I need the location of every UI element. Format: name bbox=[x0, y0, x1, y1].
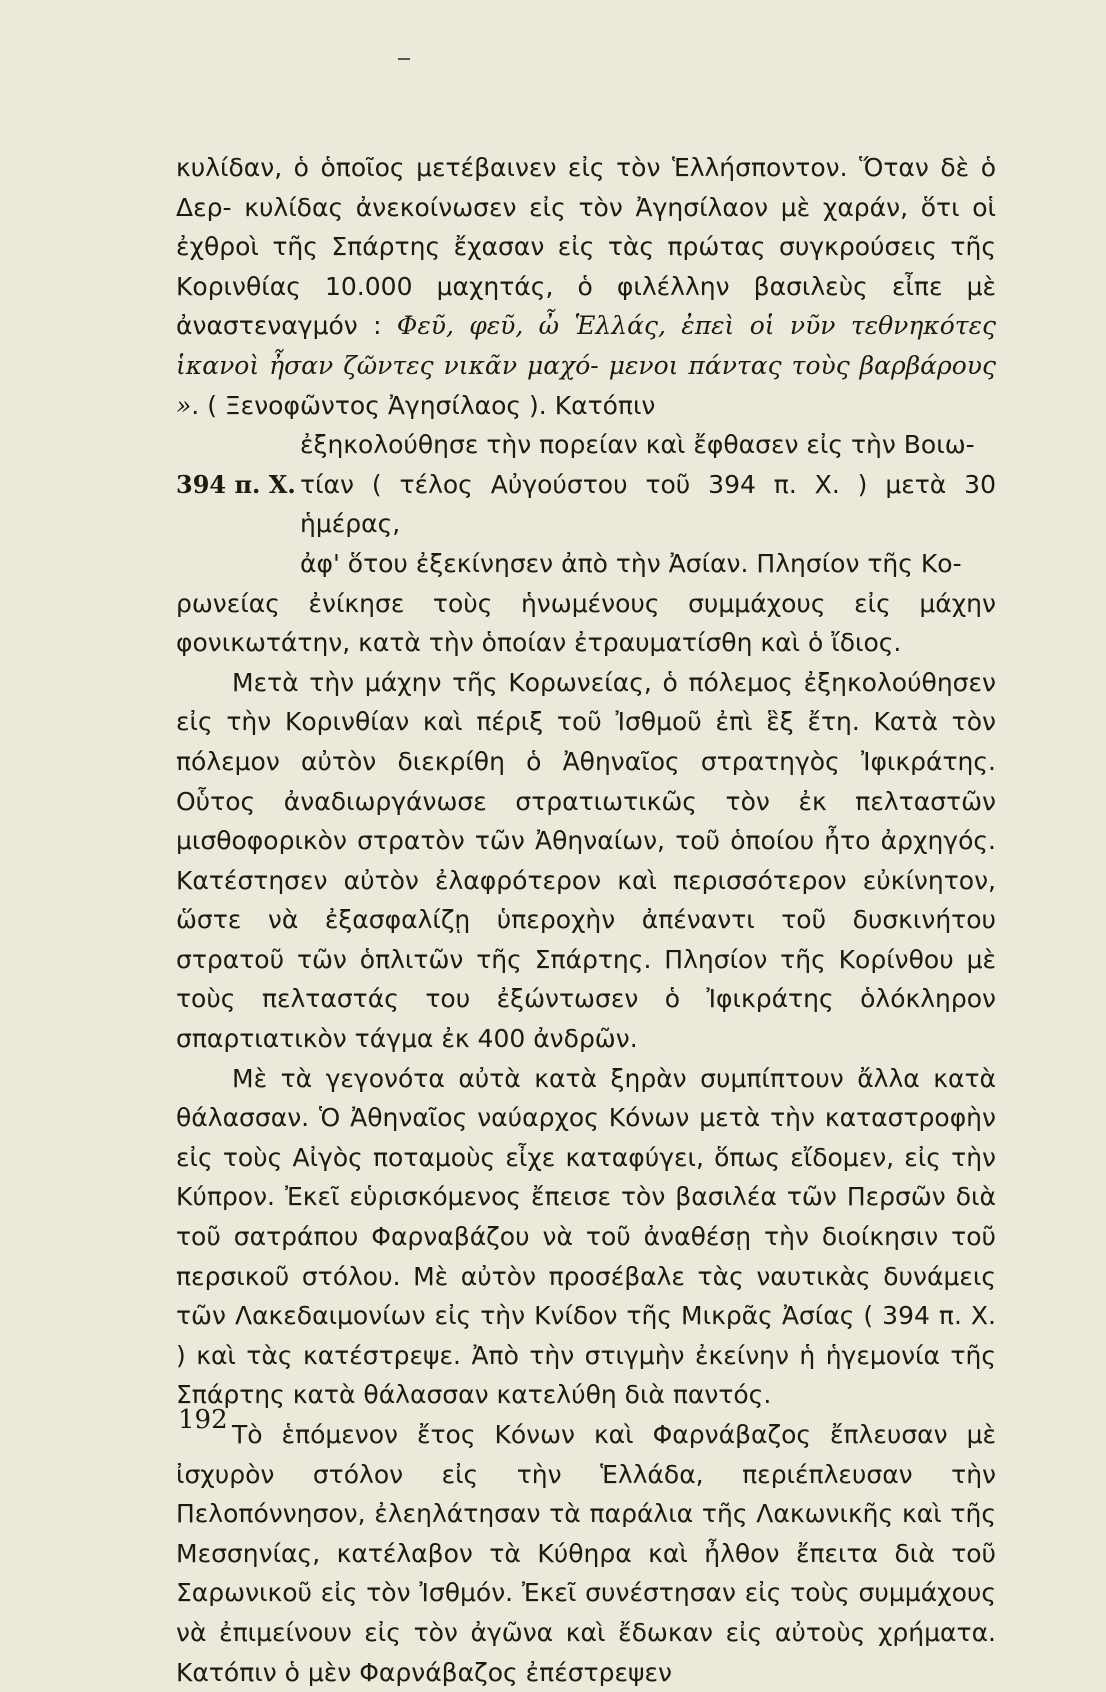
quote-middle: φεῦ, ὦ Ἑλλάς, ἐπεὶ οἱ νῦν τεθνηκότες ἱκανοὶ ἦσαν ζῶντες νικᾶν μαχό- bbox=[176, 311, 996, 380]
indented-line bbox=[176, 425, 996, 465]
p1-line-6: τίαν ( τέλος Αὐγούστου τοῦ 394 π. Χ. ) μετὰ 30 ἡμέρας, bbox=[300, 469, 996, 539]
p1-line-1: κυλίδαν, ὁ ὁποῖος μετέβαινεν εἰς τὸν Ἑλλήσποντον. Ὅταν δὲ ὁ Δερ- bbox=[176, 153, 996, 222]
p1-line-4: 10.000 μαχητάς, ὁ φιλέλλην βασιλεὺς εἶπε μὲ ἀναστεναγμόν : bbox=[176, 271, 996, 341]
quote-source: . ( Ξενοφῶντος Ἀγησίλαος ). Κατόπιν bbox=[191, 390, 656, 420]
top-mark bbox=[398, 58, 410, 60]
paragraph-1 bbox=[176, 148, 996, 425]
paragraph-4: Τὸ ἑπόμενον ἔτος Κόνων καὶ Φαρνάβαζος ἔπλευσαν μὲ ἰσχυρὸν στόλον εἰς τὴν Ἑλλάδα, περιέπλευσαν τὴν Πελοπόννησον, ἐλεηλάτησαν τὰ παράλια τῆς Λακωνικῆς καὶ τῆς Μεσσηνίας, κατέλαβον τὰ Κύθηρα καὶ ἦλθον ἔπειτα διὰ τοῦ Σαρωνικοῦ εἰς τὸν Ἰσθμόν. Ἐκεῖ συνέστησαν εἰς τοὺς συμμάχους νὰ ἐπιμείνουν εἰς τὸν ἀγῶνα καὶ ἔδωκαν εἰς αὐτοὺς χρήματα. Κατόπιν ὁ μὲν Φαρνάβαζος ἐπέστρεψεν bbox=[176, 1420, 996, 1687]
margin-date-note: 394 π. Χ. bbox=[176, 469, 296, 499]
p1-line-2: κυλίδας ἀνεκοίνωσεν εἰς τὸν Ἀγησίλαον μὲ χαράν, ὅτι οἱ ἐχθροὶ bbox=[176, 192, 997, 262]
quote-start: Φεῦ, bbox=[396, 311, 454, 341]
margin-row bbox=[176, 465, 996, 544]
body-text bbox=[176, 148, 996, 1692]
quote-end: μενοι πάντας τοὺς βαρβάρους » bbox=[176, 350, 996, 420]
paragraph-1-end bbox=[176, 584, 996, 663]
margin-body bbox=[300, 465, 996, 544]
p1-line-8: ρωνείας ἐνίκησε τοὺς ἡνωμένους συμμάχους εἰς μάχην φονικωτάτην, bbox=[176, 588, 996, 658]
p1-line-5: ἐξηκολούθησε τὴν πορείαν καὶ ἔφθασεν εἰς τὴν Βοιω- bbox=[300, 430, 975, 460]
paragraph-3: Μὲ τὰ γεγονότα αὐτὰ κατὰ ξηρὰν συμπίπτουν ἄλλα κατὰ θάλασσαν. Ὁ Ἀθηναῖος ναύαρχος Κόνων μετὰ τὴν καταστροφὴν εἰς τοὺς Αἰγὸς ποταμοὺς εἶχε καταφύγει, ὅπως εἴδομεν, εἰς τὴν Κύπρον. Ἐκεῖ εὑρισκόμενος ἔπεισε τὸν βασιλέα τῶν Περσῶν διὰ τοῦ σατράπου Φαρναβάζου νὰ τοῦ ἀναθέσῃ τὴν διοίκησιν τοῦ περσικοῦ στόλου. Μὲ αὐτὸν προσέβαλε τὰς ναυτικὰς δυνάμεις τῶν Λακεδαιμονίων εἰς τὴν Κνίδον τῆς Μικρᾶς Ἀσίας ( 394 π. Χ. ) καὶ τὰς κατέστρεψε. Ἀπὸ τὴν στιγμὴν ἐκείνην ἡ ἡγεμονία τῆς Σπάρτης κατὰ θάλασσαν κατελύθη διὰ παντός. bbox=[176, 1063, 996, 1410]
p1-line-9: κατὰ τὴν ὁποίαν ἐτραυματίσθη καὶ ὁ ἴδιος. bbox=[358, 628, 902, 658]
indented-line-2 bbox=[176, 544, 996, 584]
p1-line-7: ἀφ' ὅτου ἐξεκίνησεν ἀπὸ τὴν Ἀσίαν. Πλησίον τῆς Κο- bbox=[300, 548, 962, 578]
p1-line-3: τῆς Σπάρτης ἔχασαν εἰς τὰς πρώτας συγκρούσεις τῆς Κορινθίας bbox=[176, 232, 996, 301]
paragraph-2: Μετὰ τὴν μάχην τῆς Κορωνείας, ὁ πόλεμος ἐξηκολούθησεν εἰς τὴν Κορινθίαν καὶ πέριξ τοῦ Ἰσθμοῦ ἐπὶ ἓξ ἔτη. Κατὰ τὸν πόλεμον αὐτὸν διεκρίθη ὁ Ἀθηναῖος στρατηγὸς Ἰφικράτης. Οὗτος ἀναδιωργάνωσε στρατιωτικῶς τὸν ἐκ πελταστῶν μισθοφορικὸν στρατὸν τῶν Ἀθηναίων, τοῦ ὁποίου ἦτο ἀρχηγός. Κατέστησεν αὐτὸν ἐλαφρότερον καὶ περισσότερον εὐκίνητον, ὥστε νὰ ἐξασφαλίζῃ ὑπεροχὴν ἀπέναντι τοῦ δυσκινήτου στρατοῦ τῶν ὁπλιτῶν τῆς Σπάρτης. Πλησίον τῆς Κορίνθου μὲ τοὺς πελταστάς του ἐξώντωσεν ὁ Ἰφικράτης ὁλόκληρον σπαρτιατικὸν τάγμα ἐκ 400 ἀνδρῶν. bbox=[176, 667, 996, 1054]
page-number: 192 bbox=[178, 1405, 228, 1435]
